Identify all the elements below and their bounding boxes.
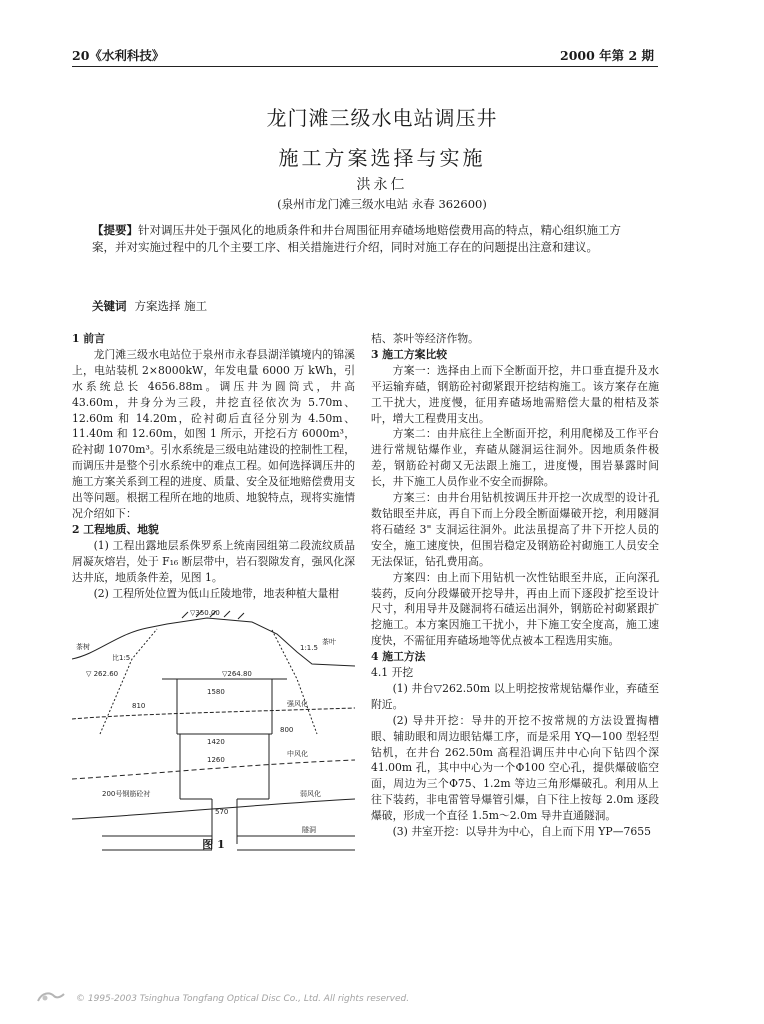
section-2-title: 2 工程地质、地貌: [72, 522, 159, 536]
fig-dim-low: 570: [215, 808, 229, 817]
paper-title-line1: 龙门滩三级水电站调压井: [266, 106, 498, 130]
fig-label-moderate: 中风化: [287, 750, 308, 759]
continued-text: 桔、茶叶等经济作物。: [371, 332, 479, 345]
section-1-title: 1 前言: [72, 332, 105, 345]
fig-elev-left: ▽ 262.60: [86, 670, 119, 679]
section-4-title: 4 施工方法: [371, 650, 426, 664]
section-1-paragraph: 龙门滩三级水电站位于泉州市永春县湖洋镇境内的锦溪上，电站装机 2×8000kW，年发电量 6000 万 kWh，引水系统总长 4656.88m。调压井为圆筒式，井高 43.60m，井身分为三段，井挖直径依次为 5.70m、12.60m 和 14.20m，砼衬砌后直径分别为 4.50m、11.40m 和 12.60m，如图 1 所示，开挖石方 6000m³，砼衬砌 1070m³。引水系统是三级电站建设的控制性工程，而调压井是整个引水系统中的难点工程。如何选择调压井的施工方案关系到工程的进度、质量、安全及征地赔偿费用支出等问题。根据工程所在地的地质、地貌特点，现将实施情况介绍如下：: [72, 347, 356, 520]
excavation-step-1: (1) 井台▽262.50m 以上明挖按常规钻爆作业，弃碴至附近。: [371, 681, 659, 711]
fig-label-slope-left: 比1:5: [112, 654, 131, 663]
running-header-issue: 2000 年第 2 期: [560, 48, 655, 63]
fig-dim-mid: 1420: [207, 738, 225, 747]
running-header-journal: 20《水利科技》: [72, 48, 165, 63]
plan-3: 方案三：由井台用钻机按调压井开挖一次成型的设计孔数钻眼至井底，再自下而上分段全断面爆破开挖，利用隧洞将石碴经 3" 支洞运往洞外。此法虽提高了井下开挖人员的安全，施工速度快，但围岩稳定及钢筋砼衬砌施工人员安全无法保证，钻孔费用高。: [371, 491, 659, 568]
plan-2: 方案二：由井底往上全断面开挖，利用爬梯及工作平台进行常规钻爆作业，弃碴从隧洞运往洞外。因地质条件极差，钢筋砼衬砌又无法跟上施工，进度慢，围岩暴露时间长，井下施工人员作业不安全而摒除。: [371, 427, 659, 489]
plan-4: 方案四：由上而下用钻机一次性钻眼至井底，正向深孔装药，反向分段爆破开挖导井，再由上而下逐段扩挖至设计尺寸，利用导井及隧洞将石碴运出洞外，钢筋砼衬砌紧跟扩挖施工。本方案因施工干扰小，井下施工安全度高，施工速度快，不需征用弃碴场地等优点被本工程选用实施。: [371, 570, 659, 648]
fig-label-strong: 强风化: [287, 700, 308, 709]
excavation-step-3: (3) 井室开挖：以导井为中心，自上而下用 YP—7655: [392, 825, 651, 839]
author-affiliation: (泉州市龙门滩三级水电站 永春 362600): [277, 197, 487, 211]
fig-label-tunnel: 隧洞: [302, 826, 316, 835]
fig-label-slope-right: 1:1.5: [300, 644, 318, 653]
section-2-paragraph-2: (2) 工程所处位置为低山丘陵地带，地表种植大量柑: [93, 586, 340, 600]
author-name: 洪永仁: [356, 177, 408, 193]
fig-label-lining: 200号钢筋砼衬: [102, 790, 151, 799]
abstract-text: 针对调压井处于强风化的地质条件和井台周围征用弃碴场地赔偿费用高的特点，精心组织施工方案，并对实施过程中的几个主要工序、相关措施进行介绍，同时对施工存在的问题提出注意和建议。: [92, 223, 621, 254]
paper-title-line2: 施工方案选择与实施: [278, 146, 486, 170]
keywords: [92, 298, 207, 314]
keywords-label: 关键词: [92, 299, 127, 313]
fig-label-800: 800: [280, 726, 294, 735]
fig-elev-mid: ▽264.80: [222, 670, 252, 679]
fig-elev-top: ▽350.00: [190, 609, 220, 618]
left-column: [72, 331, 355, 866]
figure-1-diagram: [72, 604, 355, 866]
copyright-footer: © 1995-2003 Tsinghua Tongfang Optical Disc Co., Ltd. All rights reserved.: [76, 994, 410, 1004]
fig-label-orchard-left: 茶树: [76, 643, 90, 652]
strong-weathering-boundary: [72, 708, 355, 719]
left-slope-line: [100, 629, 157, 734]
section-4-1-title: 4.1 开挖: [371, 666, 414, 680]
fig-label-weak: 弱风化: [300, 790, 321, 799]
abstract-label: 【提要】: [92, 223, 138, 237]
header-rule: [72, 66, 658, 67]
excavation-step-2: (2) 导井开挖：导井的开挖不按常规的方法设置掏槽眼、辅助眼和周边眼钻爆工序，而是采用 YQ—100 型轻型钻机，在井台 262.50m 高程沿调压井中心向下钻四个深 41.00m 孔，其中中心为一个Φ100 空心孔，提供爆破临空面，周边为三个Φ75、1.2m 等边三角形爆破孔。利用从上往下装药，非电雷管导爆管引爆，自下往上按每 2.0m 逐段爆破，形成一个直径 1.5m～2.0m 导井直通隧洞。: [371, 713, 659, 823]
plan-1: 方案一：选择由上而下全断面开挖，井口垂直提升及水平运输弃碴，钢筋砼衬砌紧跟开挖结构施工。该方案存在施工干扰大，进度慢，征用弃碴场地需赔偿大量的柑桔及茶叶，增大工程费用支出。: [371, 363, 659, 425]
fig-dim-top: 1580: [207, 688, 225, 697]
right-column: [371, 331, 659, 840]
fig-label-810: 810: [132, 702, 146, 711]
keywords-items: 方案选择 施工: [134, 299, 208, 313]
publisher-logo-icon: [36, 990, 66, 1004]
abstract: [92, 222, 640, 255]
section-2-paragraph-1: (1) 工程出露地层系侏罗系上统南园组第二段流纹质晶屑凝灰熔岩，处于 F₁₆ 断层带中，岩石裂隙发育，强风化深达井底，地质条件差，见图 1。: [72, 538, 355, 584]
section-3-title: 3 施工方案比较: [371, 347, 448, 361]
fig-label-orchard-right: 茶叶: [322, 638, 336, 647]
weak-weathering-boundary: [72, 799, 355, 819]
figure-1-caption: 图 1: [202, 838, 225, 851]
fig-dim-inner: 1260: [207, 756, 225, 765]
